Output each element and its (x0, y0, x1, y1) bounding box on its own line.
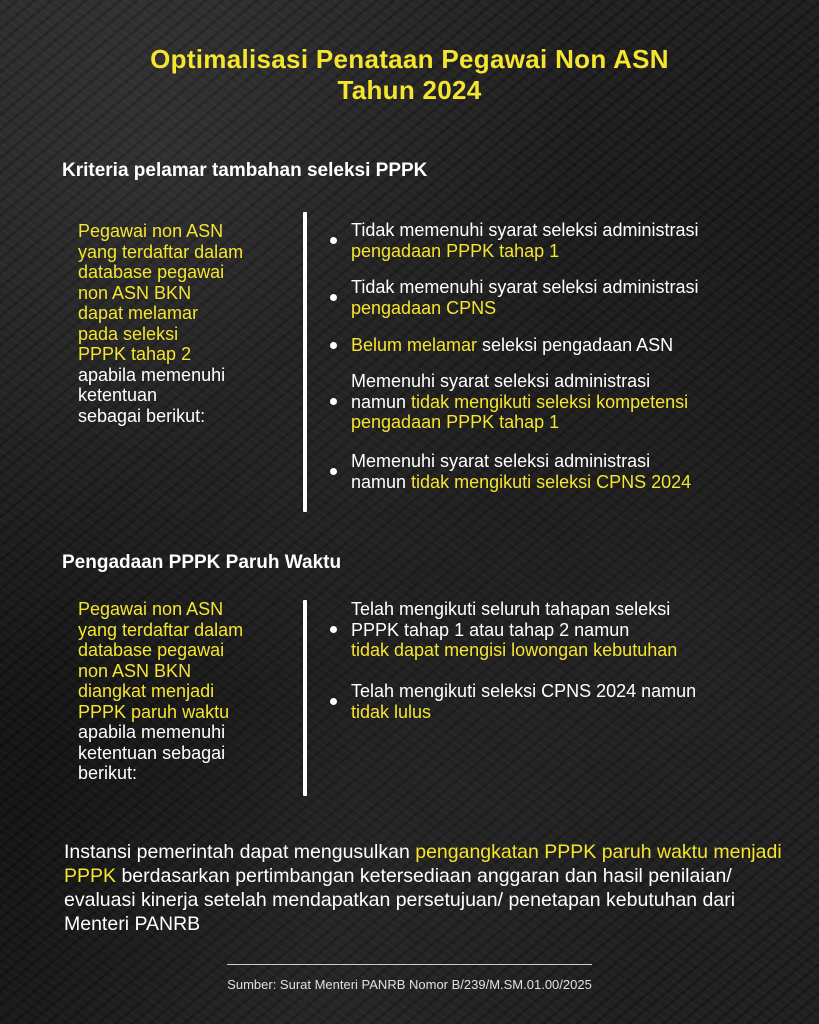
criteria-highlight: pengadaan CPNS (351, 297, 497, 318)
bullet-dot-icon (330, 698, 337, 705)
footer-text: Instansi pemerintah dapat mengusulkan (64, 841, 416, 863)
criteria-item (330, 371, 770, 433)
bullet-dot-icon (330, 468, 337, 475)
bullet-dot-icon (330, 626, 337, 633)
section2-description (78, 599, 288, 784)
criteria-highlight: pengadaan PPPK tahap 1 (351, 412, 560, 432)
bullet-dot-icon (330, 342, 337, 349)
section1-description (78, 221, 288, 426)
description-line: pada seleksi (78, 323, 179, 344)
criteria-text: Telah mengikuti seleksi CPNS 2024 namun (351, 681, 697, 701)
criteria-highlight: tidak dapat mengisi lowongan kebutuhan (351, 640, 678, 660)
description-line: dapat melamar (78, 303, 199, 323)
description-line: apabila memenuhi (78, 722, 226, 742)
bullet-dot-icon (330, 294, 337, 301)
criteria-text: namun (351, 471, 412, 492)
criteria-item (330, 335, 770, 356)
criteria-text: Tidak memenuhi syarat seleksi administrasi (351, 220, 699, 240)
description-line: ketentuan (78, 385, 158, 405)
criteria-text: PPPK tahap 1 atau tahap 2 namun (351, 619, 630, 640)
description-line: diangkat menjadi (78, 681, 215, 701)
page-title (0, 44, 819, 106)
description-line: PPPK tahap 2 (78, 344, 192, 364)
criteria-item (330, 599, 770, 661)
footer-text: berdasarkan pertimbangan ketersediaan anggaran dan hasil penilaian/ evaluasi kinerja setelah mendapatkan persetujuan/ penetapan kebutuhan dari Menteri PANRB (64, 865, 736, 935)
criteria-highlight: tidak lulus (351, 701, 432, 722)
criteria-item (330, 681, 770, 722)
description-line: yang terdaftar dalam (78, 241, 244, 262)
criteria-item (330, 451, 770, 492)
footer-statement (64, 840, 784, 936)
description-line: sebagai berikut: (78, 405, 206, 426)
description-line: yang terdaftar dalam (78, 619, 244, 640)
title-line-1: Optimalisasi Penataan Pegawai Non ASN (150, 44, 669, 74)
footer-highlight: pengangkatan PPPK paruh waktu menjadi PPPK (64, 841, 782, 887)
criteria-text: Memenuhi syarat seleksi administrasi (351, 371, 651, 391)
description-line: Pegawai non ASN (78, 599, 224, 619)
description-line: apabila memenuhi (78, 364, 226, 385)
criteria-highlight: tidak mengikuti seleksi kompetensi (411, 391, 689, 412)
criteria-text: Tidak memenuhi syarat seleksi administrasi (351, 277, 699, 297)
source-citation: Sumber: Surat Menteri PANRB Nomor B/239/M.SM.01.00/2025 (227, 977, 592, 992)
description-line: non ASN BKN (78, 282, 192, 303)
description-line: database pegawai (78, 262, 225, 282)
criteria-text: Memenuhi syarat seleksi administrasi (351, 451, 651, 471)
section1-divider (303, 212, 307, 512)
description-line: database pegawai (78, 640, 225, 660)
criteria-highlight: tidak mengikuti seleksi CPNS 2024 (411, 471, 692, 492)
description-line: berikut: (78, 763, 138, 783)
description-line: non ASN BKN (78, 660, 192, 681)
criteria-item (330, 277, 770, 318)
criteria-highlight: Belum melamar (351, 335, 478, 355)
description-line: ketentuan sebagai (78, 742, 226, 763)
criteria-text: seleksi pengadaan ASN (477, 335, 674, 355)
bullet-dot-icon (330, 237, 337, 244)
description-line: Pegawai non ASN (78, 221, 224, 241)
criteria-text: namun (351, 391, 412, 412)
section2-divider (303, 600, 307, 796)
section-heading-kriteria: Kriteria pelamar tambahan seleksi PPPK (62, 160, 428, 181)
description-line: PPPK paruh waktu (78, 701, 230, 722)
criteria-highlight: pengadaan PPPK tahap 1 (351, 240, 560, 261)
source-divider (227, 964, 592, 965)
title-line-2: Tahun 2024 (337, 75, 482, 105)
section-heading-paruh-waktu: Pengadaan PPPK Paruh Waktu (62, 552, 342, 573)
criteria-text: Telah mengikuti seluruh tahapan seleksi (351, 599, 671, 619)
bullet-dot-icon (330, 398, 337, 405)
criteria-item (330, 220, 770, 261)
